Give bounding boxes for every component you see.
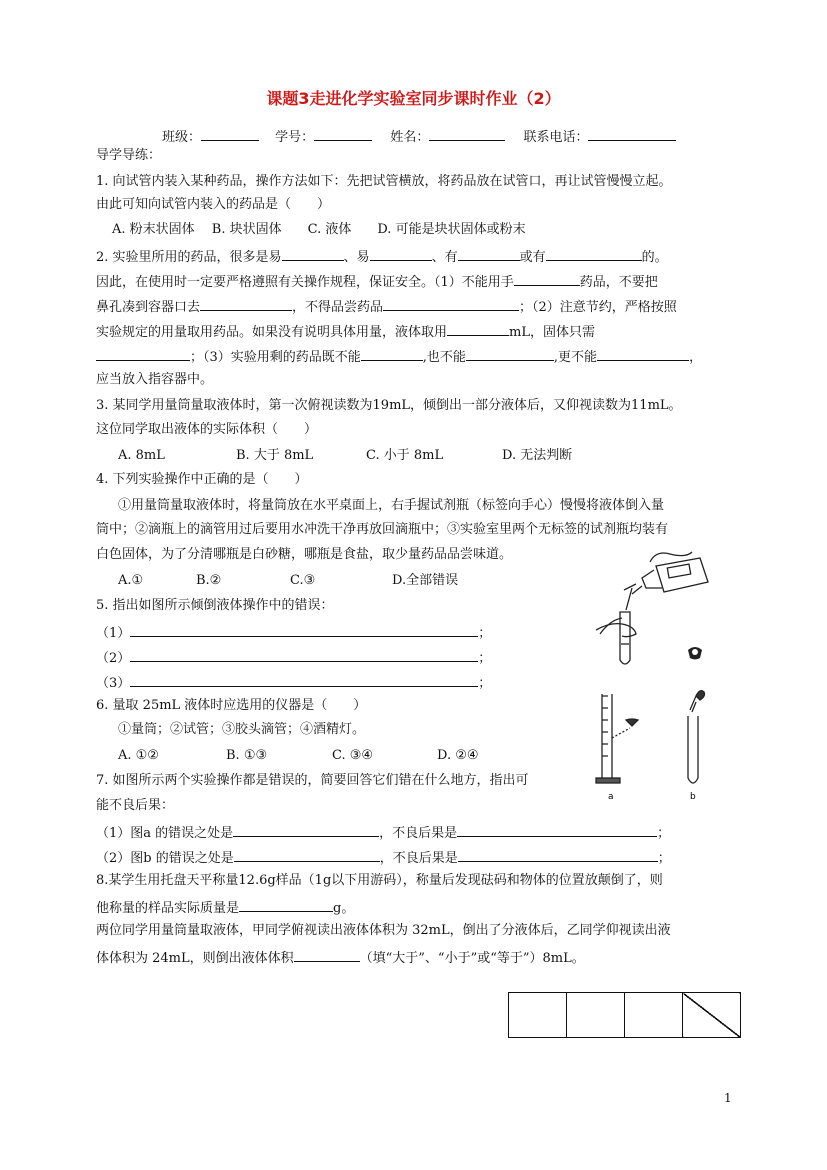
- q2-line4: [96, 321, 595, 342]
- q2-text: 实验规定的用量取用药品。如果没有说明具体用量，液体取用: [96, 325, 448, 340]
- q3-line2: 这位同学取出液体的实际体积（ ）: [96, 422, 318, 437]
- page-title: 课题3走进化学实验室同步课时作业（2）: [266, 89, 561, 108]
- q3-line1: 3. 某同学用量筒量取液体时，第一次俯视读数为19mL，倾倒出一部分液体后，又仰视读数为11mL。: [96, 398, 682, 413]
- answer-blank[interactable]: [294, 947, 360, 962]
- answer-blank[interactable]: [458, 246, 520, 261]
- item-end: ；: [478, 626, 492, 641]
- q7-line1: 7. 如图所示两个实验操作都是错误的，简要回答它们错在什么地方，指出可: [96, 773, 529, 788]
- name-label: 姓名：: [390, 130, 430, 145]
- q2-text: 的。: [641, 250, 668, 265]
- q6-option-c: C. ③④: [332, 748, 374, 763]
- q2-text: 、易: [343, 250, 370, 265]
- item-number: （1）: [96, 626, 131, 641]
- q2-text: ，: [689, 350, 703, 365]
- q4-option-c: C.③: [290, 573, 316, 588]
- pouring-liquid-figure: [592, 548, 712, 668]
- q4-option-a: A.①: [118, 573, 144, 588]
- q4-line3: 筒中；②滴瓶上的滴管用过后要用水冲洗干净再放回滴瓶中；③实验室里两个无标签的试剂瓶均装有: [96, 522, 669, 537]
- item-end: ；: [478, 676, 492, 691]
- answer-blank[interactable]: [361, 346, 423, 361]
- q2-text: ；（3）实验用剩的药品既不能: [190, 350, 361, 365]
- name-blank[interactable]: [429, 126, 505, 141]
- q8-line2: [96, 897, 354, 918]
- q7-item-a: [96, 822, 670, 843]
- answer-blank[interactable]: [233, 822, 379, 837]
- id-blank[interactable]: [314, 126, 372, 141]
- header-fields: [162, 126, 676, 147]
- q3-option-a: A. 8mL: [118, 448, 165, 463]
- answer-blank[interactable]: [130, 647, 478, 662]
- q2-line5: [96, 346, 702, 367]
- item-number: （3）: [96, 676, 131, 691]
- q4-option-b: B.②: [196, 573, 222, 588]
- q3-option-c: C. 小于 8mL: [366, 448, 444, 463]
- q8-text: 他称量的样品实际质量是: [96, 901, 240, 916]
- q8-text: g。: [333, 901, 355, 916]
- q1-line1: 1. 向试管内装入某种药品，操作方法如下：先把试管横放，将药品放在试管口，再让试管慢慢立起。: [96, 174, 672, 189]
- q7-item-b: [96, 847, 671, 868]
- q2-text: ；（2）注意节约，严格按照: [519, 300, 677, 315]
- q4-option-d: D.全部错误: [392, 573, 459, 588]
- answer-blank[interactable]: [200, 296, 292, 311]
- figure-b-test-tube: [674, 686, 724, 806]
- q4-line1: 4. 下列实验操作中正确的是（ ）: [96, 472, 308, 487]
- answer-blank[interactable]: [597, 346, 689, 361]
- q5-item-2: [96, 647, 491, 668]
- answer-blank[interactable]: [130, 672, 478, 687]
- q5-item-1: [96, 622, 491, 643]
- q6-option-a: A. ①②: [118, 748, 159, 763]
- q9-text: 体体积为 24mL，则倒出液体体积: [96, 951, 294, 966]
- q7-text: ，不良后果是: [379, 826, 458, 841]
- class-label: 班级：: [162, 130, 202, 145]
- q4-line2: ①用量筒量取液体时，将量筒放在水平桌面上，右手握试剂瓶（标签向手心）慢慢将液体倒入量: [118, 498, 665, 513]
- answer-blank[interactable]: [130, 622, 478, 637]
- answer-blank[interactable]: [282, 246, 344, 261]
- answer-blank[interactable]: [370, 246, 432, 261]
- q8-line1: 8.某学生用托盘天平称量12.6g样品（1g以下用游码），称量后发现砝码和物体的位置放颠倒了，则: [96, 873, 663, 888]
- id-label: 学号：: [275, 130, 315, 145]
- q2-text: 鼻孔凑到容器口去: [96, 300, 201, 315]
- q4-line4: 白色固体，为了分清哪瓶是白砂糖，哪瓶是食盐，取少量药品品尝味道。: [96, 547, 513, 562]
- item-number: （2）: [96, 651, 131, 666]
- q2-text: 药品，不要把: [579, 275, 658, 290]
- q6-option-d: D. ②④: [437, 748, 479, 763]
- q7-text: （1）图a 的错误之处是: [96, 826, 234, 841]
- q6-option-b: B. ①③: [226, 748, 268, 763]
- page-number: 1: [724, 1091, 732, 1105]
- q7-text: （2）图b 的错误之处是: [96, 851, 234, 866]
- answer-blank[interactable]: [239, 897, 333, 912]
- phone-blank[interactable]: [588, 126, 676, 141]
- answer-blank[interactable]: [383, 296, 519, 311]
- q2-text: 、有: [431, 250, 458, 265]
- q3-option-b: B. 大于 8mL: [236, 448, 314, 463]
- figure-label: b: [690, 792, 696, 802]
- q2-text: ,更不能: [553, 350, 598, 365]
- answer-blank[interactable]: [234, 847, 380, 862]
- q9-text: （填“大于”、“小于”或“等于”）8mL。: [359, 951, 585, 966]
- q7-text: ；: [657, 851, 671, 866]
- answer-blank[interactable]: [96, 346, 190, 361]
- q6-line1: 6. 量取 25mL 液体时应选用的仪器是（ ）: [96, 698, 367, 713]
- q2-line3: [96, 296, 677, 317]
- q7-line2: 能不良后果：: [96, 798, 175, 813]
- q2-text: 因此，在使用时一定要严格遵照有关操作规程，保证安全。（1）不能用手: [96, 275, 514, 290]
- answer-blank[interactable]: [447, 321, 509, 336]
- q2-line6: 应当放入指容器中。: [96, 372, 214, 387]
- q5-item-3: [96, 672, 491, 693]
- q2-text: ,也不能: [422, 350, 466, 365]
- q2-text: ，不得品尝药品: [292, 300, 384, 315]
- q9-line1: 两位同学用量筒量取液体，甲同学俯视读出液体体积为 32mL，倒出了分液体后，乙同学仰视读出液: [96, 923, 671, 938]
- answer-blank[interactable]: [458, 847, 658, 862]
- q3-option-d: D. 无法判断: [502, 448, 573, 463]
- q2-line2: [96, 271, 658, 292]
- score-cell: [509, 993, 567, 1038]
- answer-blank[interactable]: [466, 346, 554, 361]
- figure-a-cylinder: [590, 686, 670, 806]
- answer-blank[interactable]: [546, 246, 642, 261]
- item-end: ；: [478, 651, 492, 666]
- phone-label: 联系电话：: [523, 130, 589, 145]
- section-heading: 导学导练：: [96, 148, 162, 163]
- answer-blank[interactable]: [514, 271, 580, 286]
- q1-line2: 由此可知向试管内装入的药品是（ ）: [96, 197, 331, 212]
- q2-line1: [96, 246, 668, 267]
- q2-text: mL，固体只需: [509, 325, 595, 340]
- class-blank[interactable]: [201, 126, 259, 141]
- q7-text: ，不良后果是: [379, 851, 458, 866]
- q2-text: 2. 实验里所用的药品，很多是易: [96, 250, 282, 265]
- q1-options: A. 粉末状固体 B. 块状固体 C. 液体 D. 可能是块状固体或粉末: [112, 222, 526, 237]
- q7-text: ；: [657, 826, 671, 841]
- q5-line1: 5. 指出如图所示倾倒液体操作中的错误：: [96, 598, 334, 613]
- score-cell-diagonal: [683, 993, 741, 1038]
- answer-blank[interactable]: [457, 822, 657, 837]
- q6-line2: ①量筒；②试管；③胶头滴管；④酒精灯。: [118, 722, 366, 737]
- score-grid: [508, 992, 741, 1038]
- score-cell: [625, 993, 683, 1038]
- q9-line2: [96, 947, 585, 968]
- score-cell: [567, 993, 625, 1038]
- q2-text: 或有: [519, 250, 546, 265]
- figure-label: a: [608, 792, 614, 802]
